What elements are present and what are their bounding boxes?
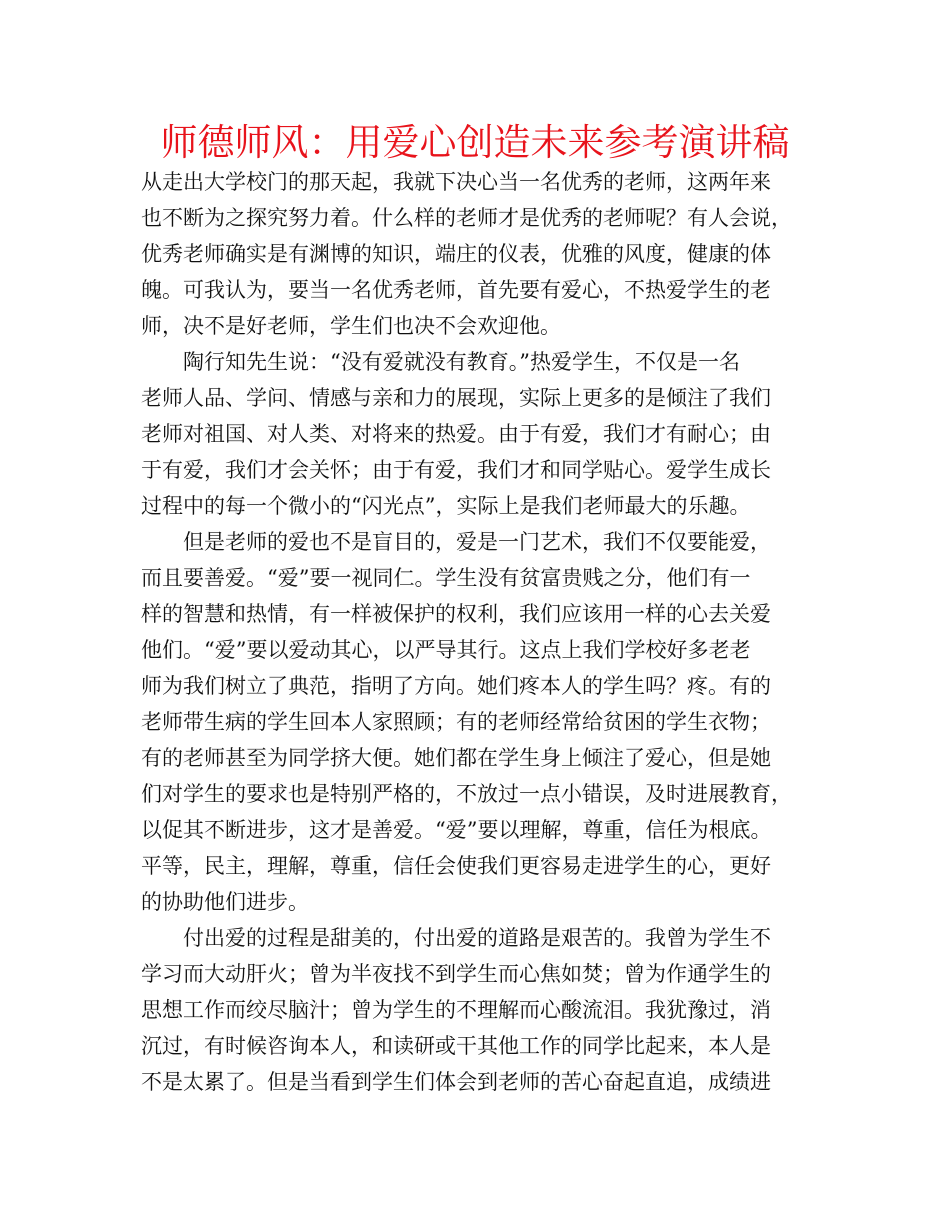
text-line: 老师带生病的学生回本人家照顾；有的老师经常给贫困的学生衣物； xyxy=(141,710,771,734)
text-line: 从走出大学校门的那天起，我就下决心当一名优秀的老师，这两年来 xyxy=(141,170,771,194)
text-line: 师为我们树立了典范，指明了方向。她们疼本人的学生吗？疼。有的 xyxy=(141,674,771,698)
text-line: 学习而大动肝火；曾为半夜找不到学生而心焦如焚；曾为作通学生的 xyxy=(141,962,771,986)
document-title: 师德师风：用爱心创造未来参考演讲稿 xyxy=(160,121,790,164)
text-line: 的协助他们进步。 xyxy=(141,890,309,914)
paragraph-first-line: 陶行知先生说：“没有爱就没有教育。”热爱学生，不仅是一名 xyxy=(183,350,740,374)
text-line: 而且要善爱。“爱”要一视同仁。学生没有贫富贵贱之分，他们有一 xyxy=(141,566,751,590)
text-line: 过程中的每一个微小的“闪光点”，实际上是我们老师最大的乐趣。 xyxy=(141,494,751,518)
text-line: 他们。“爱”要以爱动其心，以严导其行。这点上我们学校好多老老 xyxy=(141,638,751,662)
document-body xyxy=(141,164,831,1100)
text-line: 也不断为之探究努力着。什么样的老师才是优秀的老师呢？有人会说， xyxy=(141,206,792,230)
text-line: 魄。可我认为，要当一名优秀老师，首先要有爱心，不热爱学生的老 xyxy=(141,278,771,302)
text-line: 师，决不是好老师，学生们也决不会欢迎他。 xyxy=(141,314,561,338)
text-line: 样的智慧和热情，有一样被保护的权利，我们应该用一样的心去关爱 xyxy=(141,602,771,626)
text-line: 于有爱，我们才会关怀；由于有爱，我们才和同学贴心。爱学生成长 xyxy=(141,458,771,482)
text-line: 老师对祖国、对人类、对将来的热爱。由于有爱，我们才有耐心；由 xyxy=(141,422,771,446)
paragraph-first-line: 但是老师的爱也不是盲目的，爱是一门艺术，我们不仅要能爱， xyxy=(183,530,771,554)
text-line: 以促其不断进步，这才是善爱。“爱”要以理解，尊重，信任为根底。 xyxy=(141,818,772,842)
text-line: 们对学生的要求也是特别严格的，不放过一点小错误，及时进展教育， xyxy=(141,782,792,806)
text-line: 不是太累了。但是当看到学生们体会到老师的苦心奋起直追，成绩进 xyxy=(141,1070,771,1094)
text-line: 有的老师甚至为同学挤大便。她们都在学生身上倾注了爱心，但是她 xyxy=(141,746,771,770)
text-line: 平等，民主，理解，尊重，信任会使我们更容易走进学生的心，更好 xyxy=(141,854,771,878)
text-line: 老师人品、学问、情感与亲和力的展现，实际上更多的是倾注了我们 xyxy=(141,386,771,410)
paragraph-first-line: 付出爱的过程是甜美的，付出爱的道路是艰苦的。我曾为学生不 xyxy=(183,926,771,950)
text-line: 优秀老师确实是有渊博的知识，端庄的仪表，优雅的风度，健康的体 xyxy=(141,242,771,266)
text-line: 沉过，有时候咨询本人，和读研或干其他工作的同学比起来，本人是 xyxy=(141,1034,771,1058)
text-line: 思想工作而绞尽脑汁；曾为学生的不理解而心酸流泪。我犹豫过，消 xyxy=(141,998,771,1022)
